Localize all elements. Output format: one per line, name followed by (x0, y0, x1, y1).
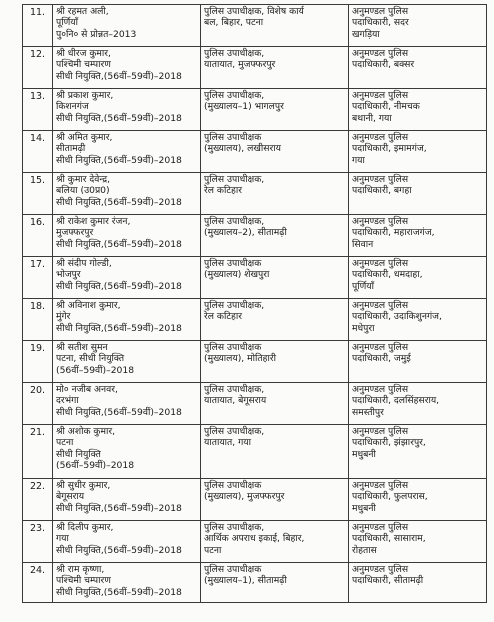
serial-number-cell: 18. (23, 299, 53, 341)
serial-number-cell: 17. (23, 257, 53, 299)
current-post-cell: पुलिस उपाधीक्षक (मुख्यालय–1), सीतामढ़ी (201, 563, 349, 603)
serial-number-cell: 16. (23, 215, 53, 257)
new-posting-cell: अनुमण्डल पुलिस पदाधिकारी, झंझारपुर, मधुबनी (349, 425, 487, 479)
current-post-cell: पुलिस उपाधीक्षक (मुख्यालय) शेखपुरा (201, 257, 349, 299)
officer-name-cell: श्री सुधीर कुमार, बेगूसराय सीधी नियुक्ति,(56वीं–59वीं)–2018 (53, 479, 201, 521)
serial-number-cell: 22. (23, 479, 53, 521)
officer-name-cell: श्री राम कृष्णा, पश्चिमी चम्पारण सीधी नियुक्ति,(56वीं–59वीं)–2018 (53, 563, 201, 603)
officer-name-cell: मो० नजीब अनवर, दरभंगा सीधी नियुक्ति,(56वीं–59वीं)–2018 (53, 383, 201, 425)
new-posting-cell: अनुमण्डल पुलिस पदाधिकारी, धमदाहा, पूर्णियाँ (349, 257, 487, 299)
current-post-cell: पुलिस उपाधीक्षक, (मुख्यालय–1) भागलपुर (201, 89, 349, 131)
serial-number-cell: 12. (23, 47, 53, 89)
officer-name-cell: श्री सतीश सुमन पटना, सीधी नियुक्ति (56वीं–59वीं)–2018 (53, 341, 201, 383)
officer-name-cell: श्री दिलीप कुमार, गया सीधी नियुक्ति,(56वीं–59वीं)–2018 (53, 521, 201, 563)
new-posting-cell: अनुमण्डल पुलिस पदाधिकारी, फुलपरास, मधुबनी (349, 479, 487, 521)
serial-number-cell: 11. (23, 5, 53, 47)
serial-number-cell: 14. (23, 131, 53, 173)
current-post-cell: पुलिस उपाधीक्षक, रेल कटिहार (201, 299, 349, 341)
new-posting-cell: अनुमण्डल पुलिस पदाधिकारी, सासाराम, रोहतास (349, 521, 487, 563)
new-posting-cell: अनुमण्डल पुलिस पदाधिकारी, सीतामढ़ी (349, 563, 487, 603)
new-posting-cell: अनुमण्डल पुलिस पदाधिकारी, इमामगंज, गया (349, 131, 487, 173)
current-post-cell: पुलिस उपाधीक्षक (मुख्यालय), मुजफ्फरपुर (201, 479, 349, 521)
serial-number-cell: 23. (23, 521, 53, 563)
current-post-cell: पुलिस उपाधीक्षक, रेल कटिहार (201, 173, 349, 215)
officer-name-cell: श्री प्रकाश कुमार, किशनगंज सीधी नियुक्ति,(56वीं–59वीं)–2018 (53, 89, 201, 131)
table-row (23, 89, 487, 131)
table-row (23, 341, 487, 383)
table-row (23, 5, 487, 47)
current-post-cell: पुलिस उपाधीक्षक, आर्थिक अपराध इकाई, बिहार, पटना (201, 521, 349, 563)
table-row (23, 131, 487, 173)
table-row (23, 521, 487, 563)
officer-name-cell: श्री अविनाश कुमार, मुंगेर सीधी नियुक्ति,(56वीं–59वीं)–2018 (53, 299, 201, 341)
officer-name-cell: श्री रहमत अली, पूर्णियाँ पु०नि० से प्रोन्नत–2013 (53, 5, 201, 47)
new-posting-cell: अनुमण्डल पुलिस पदाधिकारी, नीमचक बथानी, गया (349, 89, 487, 131)
current-post-cell: पुलिस उपाधीक्षक (मुख्यालय), लखीसराय (201, 131, 349, 173)
current-post-cell: पुलिस उपाधीक्षक, यातायात, गया (201, 425, 349, 479)
new-posting-cell: अनुमण्डल पुलिस पदाधिकारी, दलसिंहसराय, समस्तीपुर (349, 383, 487, 425)
transfer-table (22, 4, 487, 603)
current-post-cell: पुलिस उपाधीक्षक, (मुख्यालय–2), सीतामढ़ी (201, 215, 349, 257)
serial-number-cell: 21. (23, 425, 53, 479)
new-posting-cell: अनुमण्डल पुलिस पदाधिकारी, जमुई (349, 341, 487, 383)
new-posting-cell: अनुमण्डल पुलिस पदाधिकारी, उदाकिशुनगंज, मधेपुरा (349, 299, 487, 341)
current-post-cell: पुलिस उपाधीक्षक (मुख्यालय), मोतिहारी (201, 341, 349, 383)
serial-number-cell: 15. (23, 173, 53, 215)
table-row (23, 257, 487, 299)
transfer-table-body (23, 5, 487, 603)
current-post-cell: पुलिस उपाधीक्षक, यातायात, बेगूसराय (201, 383, 349, 425)
serial-number-cell: 13. (23, 89, 53, 131)
new-posting-cell: अनुमण्डल पुलिस पदाधिकारी, बगहा (349, 173, 487, 215)
table-row (23, 425, 487, 479)
officer-name-cell: श्री संदीप गोल्डी, भोजपुर सीधी नियुक्ति,(56वीं–59वीं)–2018 (53, 257, 201, 299)
officer-name-cell: श्री कुमार देवेन्द्र, बलिया (उ0प्र0) सीधी नियुक्ति,(56वीं–59वीं)–2018 (53, 173, 201, 215)
serial-number-cell: 24. (23, 563, 53, 603)
serial-number-cell: 19. (23, 341, 53, 383)
new-posting-cell: अनुमण्डल पुलिस पदाधिकारी, सदर खगड़िया (349, 5, 487, 47)
table-row (23, 299, 487, 341)
table-row (23, 215, 487, 257)
officer-name-cell: श्री अशोक कुमार, पटना सीधी नियुक्ति (56वीं–59वीं)–2018 (53, 425, 201, 479)
table-row (23, 47, 487, 89)
new-posting-cell: अनुमण्डल पुलिस पदाधिकारी, महाराजगंज, सिवान (349, 215, 487, 257)
current-post-cell: पुलिस उपाधीक्षक, विशेष कार्य बल, बिहार, पटना (201, 5, 349, 47)
table-row (23, 563, 487, 603)
officer-name-cell: श्री राकेश कुमार रंजन, मुजफ्फरपुर सीधी नियुक्ति,(56वीं–59वीं)–2018 (53, 215, 201, 257)
serial-number-cell: 20. (23, 383, 53, 425)
table-row (23, 383, 487, 425)
officer-name-cell: श्री अमित कुमार, सीतामढ़ी सीधी नियुक्ति,(56वीं–59वीं)–2018 (53, 131, 201, 173)
table-row (23, 479, 487, 521)
new-posting-cell: अनुमण्डल पुलिस पदाधिकारी, बक्सर (349, 47, 487, 89)
table-row (23, 173, 487, 215)
officer-name-cell: श्री धीरज कुमार, पश्चिमी चम्पारण सीधी नियुक्ति,(56वीं–59वीं)–2018 (53, 47, 201, 89)
current-post-cell: पुलिस उपाधीक्षक, यातायात, मुजफ्फरपुर (201, 47, 349, 89)
